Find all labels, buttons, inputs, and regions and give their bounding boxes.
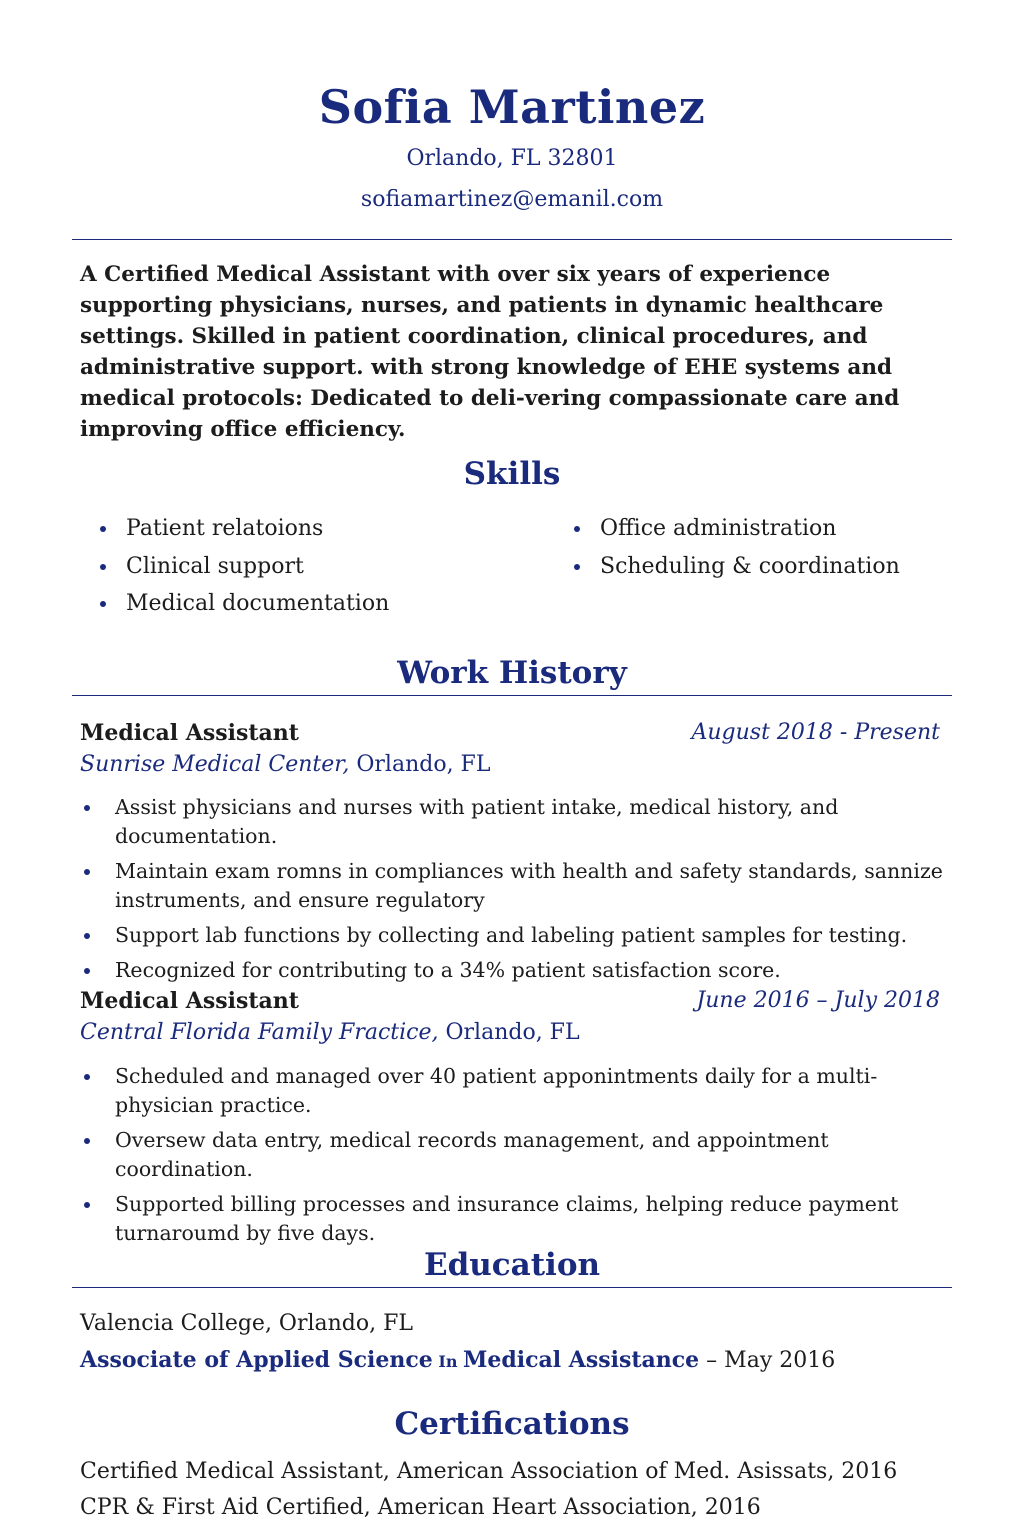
certifications-heading: Certifications [394,1406,630,1442]
job-title: Medical Assistant [80,720,299,746]
list-item: Assist physicians and nurses with patient intake, medical history, and documentation. [80,793,950,851]
employer-location: Orlando, FL [349,752,491,777]
skill-item: Clinical support [100,548,389,586]
skill-item: Medical documentation [100,585,389,623]
degree-connector: In [432,1352,464,1371]
education-heading: Education [423,1247,601,1283]
employer-name: Sunrise Medical Center, [80,752,350,777]
school-name: Valencia College, Orlando, FL [80,1311,413,1336]
employer-location: Orlando, FL [438,1020,580,1045]
email-link[interactable]: sofiamartinez@emanil.com [360,187,664,212]
job-bullets [80,1062,950,1254]
job-dates: August 2018 - Present [691,720,940,745]
work-history-heading: Work History [397,655,627,691]
candidate-name: Sofia Martinez [318,80,706,134]
list-item: Oversew data entry, medical records management, and appointment coordination. [80,1126,950,1184]
employer-name: Central Florida Family Fractice, [80,1020,439,1045]
education-divider [72,1287,952,1288]
list-item: Recognized for contributing to a 34% patient satisfaction score. [80,956,950,985]
degree-field: Medical Assistance [463,1347,700,1373]
degree-name: Associate of Applied Science [80,1347,433,1373]
certification-item: Certified Medical Assistant, American Association of Med. Asissats, 2016 [80,1459,898,1484]
header-divider [72,239,952,240]
work-history-divider [72,695,952,696]
list-item: Maintain exam romns in compliances with health and safety standards, sannize instruments, and ensure regulatory [80,857,950,915]
job-employer [80,1020,580,1045]
job-employer [80,752,490,777]
job-dates: June 2016 – July 2018 [696,988,940,1013]
degree-date: – May 2016 [699,1348,836,1373]
skill-item: Patient relatoions [100,510,389,548]
list-item: Scheduled and managed over 40 patient apponintments daily for a multi-physician practice. [80,1062,950,1120]
list-item: Support lab functions by collecting and labeling patient samples for testing. [80,921,950,950]
professional-summary: A Certified Medical Assistant with over six years of experience supporting physicians, nurses, and patients in dynamic healthcare settings. Skilled in patient coordination, clinical procedures, and administrative support. with strong knowledge of EHE systems and medical protocols: Dedicated to deli-vering compassionate care and improving office efficiency. [80,262,900,442]
location: Orlando, FL 32801 [406,146,618,171]
certification-item: CPR & First Aid Certified, American Heart Association, 2016 [80,1495,761,1520]
job-bullets [80,793,950,991]
skills-heading: Skills [463,456,561,492]
list-item: Supported billing processes and insurance claims, helping reduce payment turnaroumd by five days. [80,1190,950,1248]
job-title: Medical Assistant [80,988,299,1014]
skill-item: Office administration [574,510,900,548]
degree-line [80,1347,835,1373]
skills-list-left [100,510,389,623]
skills-list-right [574,510,900,585]
skill-item: Scheduling & coordination [574,548,900,586]
